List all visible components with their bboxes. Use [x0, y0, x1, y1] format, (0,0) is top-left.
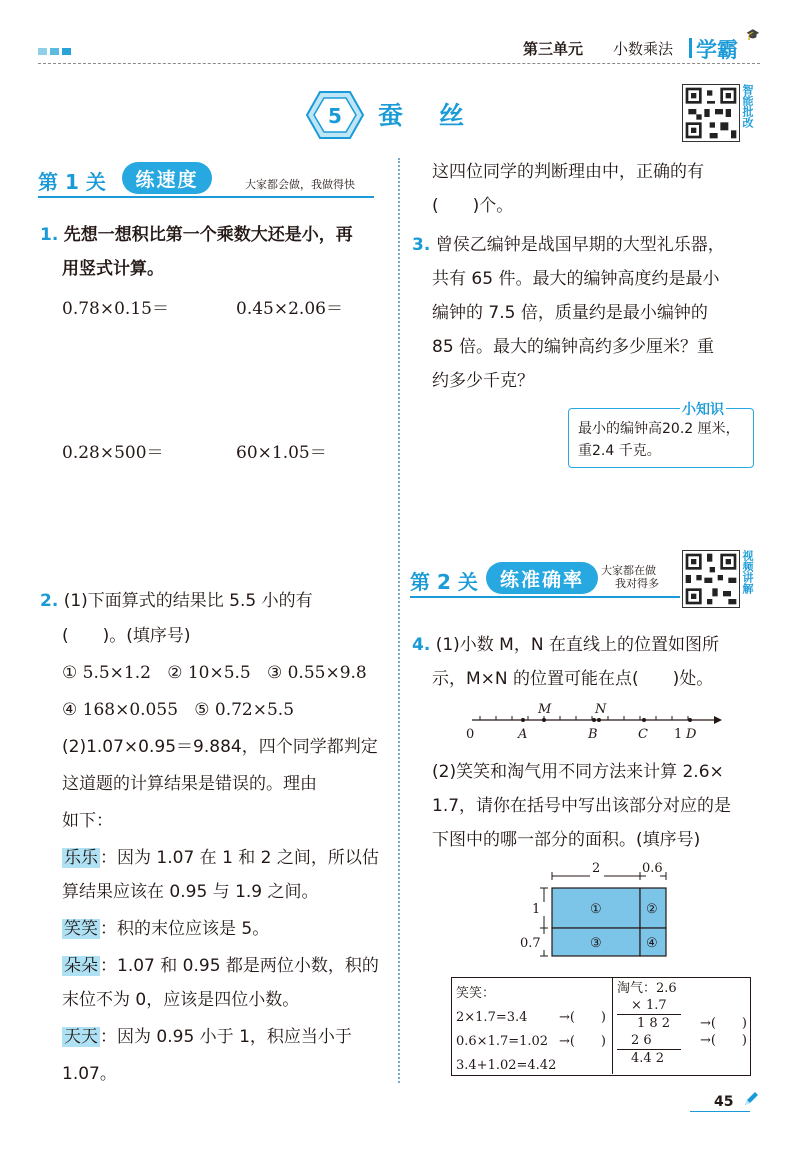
section2-slogan	[601, 564, 659, 590]
taoqi-line0	[617, 980, 747, 997]
qr-code-icon[interactable]	[682, 84, 740, 142]
header-decoration	[38, 48, 71, 55]
q2-options-row2	[62, 694, 294, 726]
q1-item-4: 60×1.05＝	[236, 443, 327, 463]
q2-number: 2.	[40, 591, 59, 611]
qr-label-ai-grading: 智能批改	[741, 84, 754, 128]
point-B	[592, 718, 596, 722]
xiaoxiao-calc-2: 0.6×1.7=1.02	[456, 1034, 549, 1049]
reason-duoduo	[62, 950, 379, 982]
taoqi-method	[617, 980, 747, 1067]
xiaoxiao-title: 笑笑：	[456, 986, 496, 1001]
section2-slogan-line2: 我对得多	[615, 577, 659, 590]
q1-item-3: 0.28×500＝	[62, 443, 164, 463]
taoqi-row-5: 4.4 2	[617, 1049, 681, 1067]
q4-p2-line2: 1.7，请你在括号中写出该部分对应的是	[432, 796, 732, 816]
point-D	[688, 718, 692, 722]
taoqi-row-3: 1 8 2	[637, 1016, 671, 1031]
reason-lele-line2: 算结果应该在 0.95 与 1.9 之间。	[62, 882, 319, 902]
nl-label-1: 1	[674, 727, 683, 742]
area-side-1: 1	[532, 902, 541, 917]
student-tag-lele: 乐乐	[64, 848, 98, 868]
q4-p2-line1: (2)笑笑和淘气用不同方法来计算 2.6×	[432, 762, 724, 782]
area-label-2: ②	[646, 902, 658, 917]
q3-line4: 85 倍。最大的编钟高约多少厘米？重	[432, 337, 715, 357]
q2-option-3: ③ 0.55×9.8	[266, 663, 367, 683]
xiaoxiao-calc-3: 3.4+1.02=4.42	[456, 1058, 557, 1073]
reason-tiantian-line1: ：因为 0.95 小于 1，积应当小于	[100, 1027, 352, 1047]
tip-line2: 重2.4 千克。	[578, 443, 661, 459]
area-top-0.6: 0.6	[642, 861, 663, 876]
xiaoxiao-calc-1: 2×1.7=3.4	[456, 1010, 528, 1025]
q2-p1-line1: (1)下面算式的结果比 5.5 小的有	[63, 591, 313, 611]
reason-lele-line1: ：因为 1.07 在 1 和 2 之间，所以估	[100, 848, 379, 868]
q3-line3: 编钟的 7.5 倍，质量约是最小编钟的	[432, 303, 708, 323]
reason-duoduo-line1: ：1.07 和 0.95 都是两位小数，积的	[100, 956, 379, 976]
page-number: 45	[714, 1094, 734, 1110]
taoqi-blank-1[interactable]: →( )	[699, 1016, 747, 1031]
reason-tiantian	[62, 1021, 352, 1053]
lesson-number: 5	[328, 104, 342, 128]
nl-label-M: M	[538, 702, 552, 717]
qr-label-video: 视频讲解	[741, 550, 754, 594]
reason-xiaoxiao-line1: ：积的末位应该是 5。	[100, 919, 270, 939]
qr-code-video-icon[interactable]	[682, 550, 740, 608]
q3-line1: 曾侯乙编钟是战国早期的大型礼乐器，	[435, 235, 725, 255]
section2-pill: 练准确率	[486, 562, 598, 594]
section2-slogan-line1: 大家都在做	[601, 564, 656, 577]
pencil-icon	[742, 1090, 760, 1108]
q2-option-1: ① 5.5×1.2	[62, 663, 151, 683]
q4-p1-line2: 示，M×N 的位置可能在点( )处。	[432, 669, 714, 689]
q3-number: 3.	[412, 235, 431, 255]
tip-title: 小知识	[680, 399, 726, 419]
q2-p2-line1: (2)1.07×0.95＝9.884，四个同学都判定	[62, 737, 378, 757]
xiaoxiao-row2	[456, 1030, 606, 1054]
q2-option-4: ④ 168×0.055	[62, 700, 179, 720]
q4-p2-line3: 下图中的哪一部分的面积。(填序号)	[432, 830, 701, 850]
taoqi-row-2: × 1.7	[617, 997, 681, 1015]
q2-option-2: ② 10×5.5	[167, 663, 251, 683]
nl-label-N: N	[595, 702, 607, 717]
graduation-cap-icon: 🎓	[746, 28, 760, 41]
taoqi-blank-2[interactable]: →( )	[699, 1033, 747, 1048]
section1-rule	[38, 196, 374, 198]
xiaoxiao-method	[456, 982, 606, 1078]
section2-rule	[410, 596, 680, 598]
nl-label-0: 0	[466, 727, 475, 742]
point-N	[597, 718, 601, 722]
q2-cont-line2: ( )个。	[432, 196, 514, 216]
area-top-2: 2	[592, 861, 601, 876]
reason-duoduo-line2: 末位不为 0，应该是四位小数。	[62, 990, 300, 1010]
q1-text-line2: 用竖式计算。	[62, 259, 164, 279]
section1-pill: 练速度	[122, 162, 212, 194]
q2-p2-line2: 这道题的计算结果是错误的。理由	[62, 774, 317, 794]
q3-line5: 约多少千克？	[432, 371, 534, 391]
q1-number: 1.	[40, 225, 59, 245]
taoqi-partial-1	[617, 1015, 747, 1032]
tip-text	[578, 418, 740, 462]
xiaoxiao-row1	[456, 1006, 606, 1030]
q3-line2: 共有 65 件。最大的编钟高度约是最小	[432, 269, 720, 289]
header-topic: 小数乘法	[613, 40, 674, 58]
q2-cont-line1: 这四位同学的判断理由中，正确的有	[432, 162, 704, 182]
xiaoxiao-blank-1[interactable]: →( )	[558, 1010, 606, 1025]
area-label-1: ①	[590, 902, 602, 917]
q2-options-row1	[62, 657, 367, 689]
reason-lele	[62, 842, 379, 874]
student-tag-tiantian: 天天	[64, 1027, 98, 1047]
section1-slogan: 大家都会做，我做得快	[245, 178, 355, 191]
footer-rule	[690, 1111, 750, 1112]
lesson-number-hexagon	[306, 90, 364, 140]
nl-label-C: C	[638, 727, 648, 742]
student-tag-duoduo: 朵朵	[64, 956, 98, 976]
nl-label-D: D	[686, 727, 697, 742]
reason-xiaoxiao	[62, 913, 269, 945]
xiaoxiao-blank-2[interactable]: →( )	[558, 1034, 606, 1049]
brand-logo: 学霸	[696, 38, 738, 62]
taoqi-row-4: 2 6	[631, 1033, 652, 1048]
taoqi-row-1: 2.6	[656, 981, 677, 996]
area-model-diagram	[520, 858, 672, 966]
tip-line1: 最小的编钟高20.2 厘米，	[578, 421, 740, 437]
reason-tiantian-line2: 1.07。	[62, 1064, 117, 1084]
section2-level: 第 2 关	[410, 570, 478, 594]
q1-item-1: 0.78×0.15＝	[62, 299, 169, 319]
header-separator	[689, 38, 692, 58]
area-side-0.7: 0.7	[520, 936, 541, 951]
area-label-4: ④	[646, 936, 658, 951]
number-line	[466, 700, 722, 744]
q1-item-2: 0.45×2.06＝	[236, 299, 343, 319]
header-rule	[38, 63, 760, 64]
student-tag-xiaoxiao: 笑笑	[64, 919, 98, 939]
taoqi-partial-2	[617, 1032, 747, 1049]
header-unit: 第三单元	[523, 40, 584, 58]
q4-number: 4.	[412, 635, 431, 655]
point-M	[542, 718, 546, 722]
q2-p2-line3: 如下：	[62, 811, 113, 831]
section1-level: 第 1 关	[38, 170, 106, 194]
nl-label-A: A	[518, 727, 528, 742]
q2-option-5: ⑤ 0.72×5.5	[194, 700, 295, 720]
q2-p1-line2: ( )。(填序号)	[62, 626, 191, 646]
column-divider	[398, 158, 400, 1083]
point-C	[642, 718, 646, 722]
area-label-3: ③	[590, 936, 602, 951]
point-A	[521, 718, 525, 722]
q4-p1-line1: (1)小数 M，N 在直线上的位置如图所	[435, 635, 719, 655]
calc-box-divider	[612, 977, 613, 1074]
taoqi-title: 淘气：	[617, 981, 657, 996]
q1-text-line1: 先想一想积比第一个乘数大还是小，再	[63, 225, 353, 245]
nl-label-B: B	[588, 727, 598, 742]
lesson-title: 蚕丝	[378, 101, 501, 130]
